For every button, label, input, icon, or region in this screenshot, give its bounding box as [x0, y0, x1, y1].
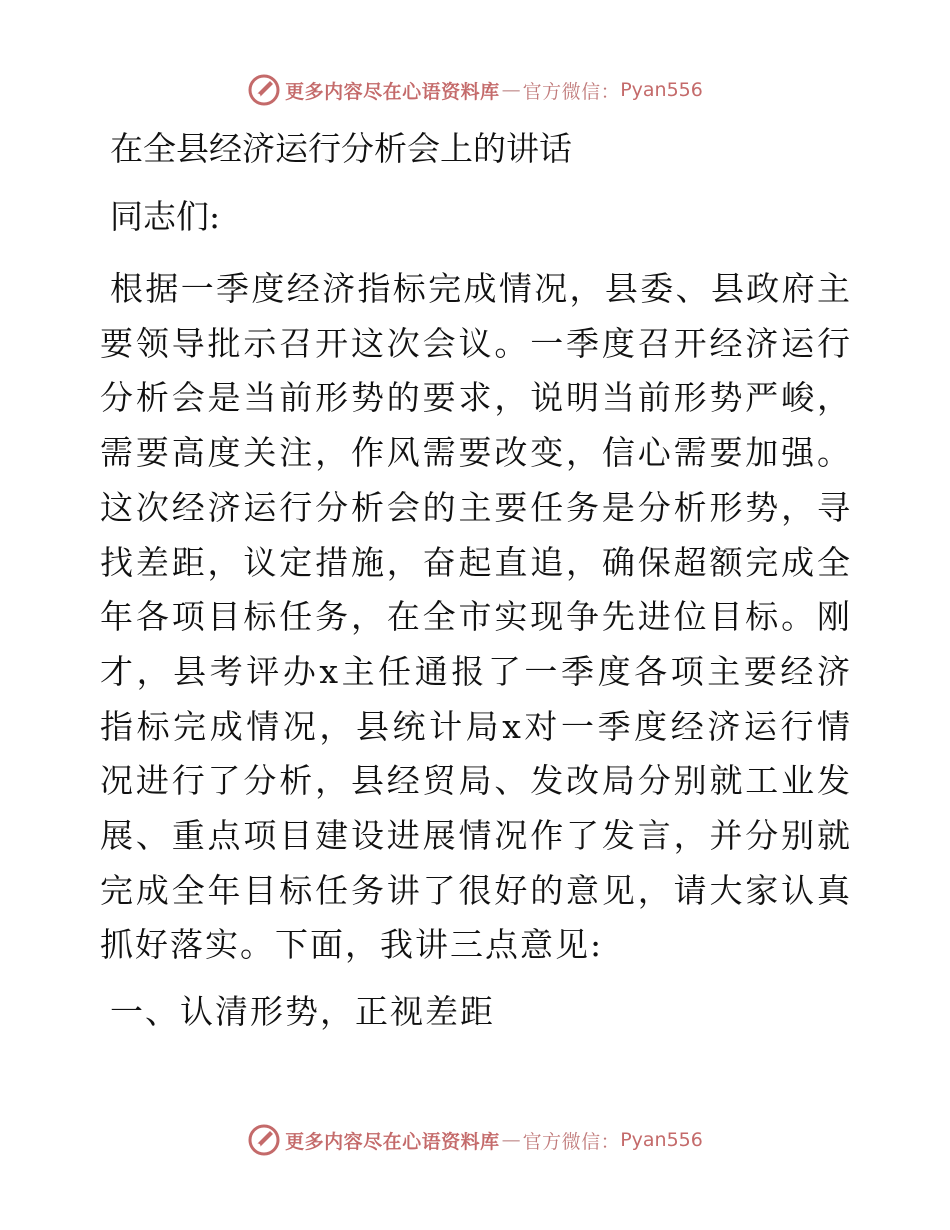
brand-logo-icon	[247, 1123, 281, 1157]
brand-logo-icon	[247, 73, 281, 107]
watermark-label: 官方微信：	[522, 80, 621, 103]
watermark-text: 更多内容尽在心语资料库	[285, 80, 500, 103]
watermark-text: 更多内容尽在心语资料库	[285, 1130, 500, 1153]
watermark-separator: —	[501, 1129, 521, 1151]
watermark-header	[0, 70, 950, 110]
salutation: 同志们:	[110, 197, 221, 236]
document-title: 在全县经济运行分析会上的讲话	[110, 129, 572, 168]
watermark-label: 官方微信：	[522, 1130, 621, 1153]
section-heading: 一、认清形势，正视差距	[110, 992, 495, 1032]
watermark-account: Pyan556	[620, 1129, 703, 1151]
watermark-account: Pyan556	[620, 79, 703, 101]
watermark-separator: —	[501, 79, 521, 101]
body-paragraph: 根据一季度经济指标完成情况，县委、县政府主要领导批示召开这次会议。一季度召开经济运行分析会是当前形势的要求，说明当前形势严峻，需要高度关注，作风需要改变，信心需要加强。这次经济运行分析会的主要任务是分析形势，寻找差距，议定措施，奋起直追，确保超额完成全年各项目标任务，在全市实现争先进位目标。刚才，县考评办x主任通报了一季度各项主要经济指标完成情况，县统计局x对一季度经济运行情况进行了分析，县经贸局、发改局分别就工业发展、重点项目建设进展情况作了发言，并分别就完成全年目标任务讲了很好的意见，请大家认真抓好落实。下面，我讲三点意见:	[100, 269, 852, 965]
watermark-footer	[0, 1120, 950, 1160]
document-body	[100, 120, 852, 1041]
